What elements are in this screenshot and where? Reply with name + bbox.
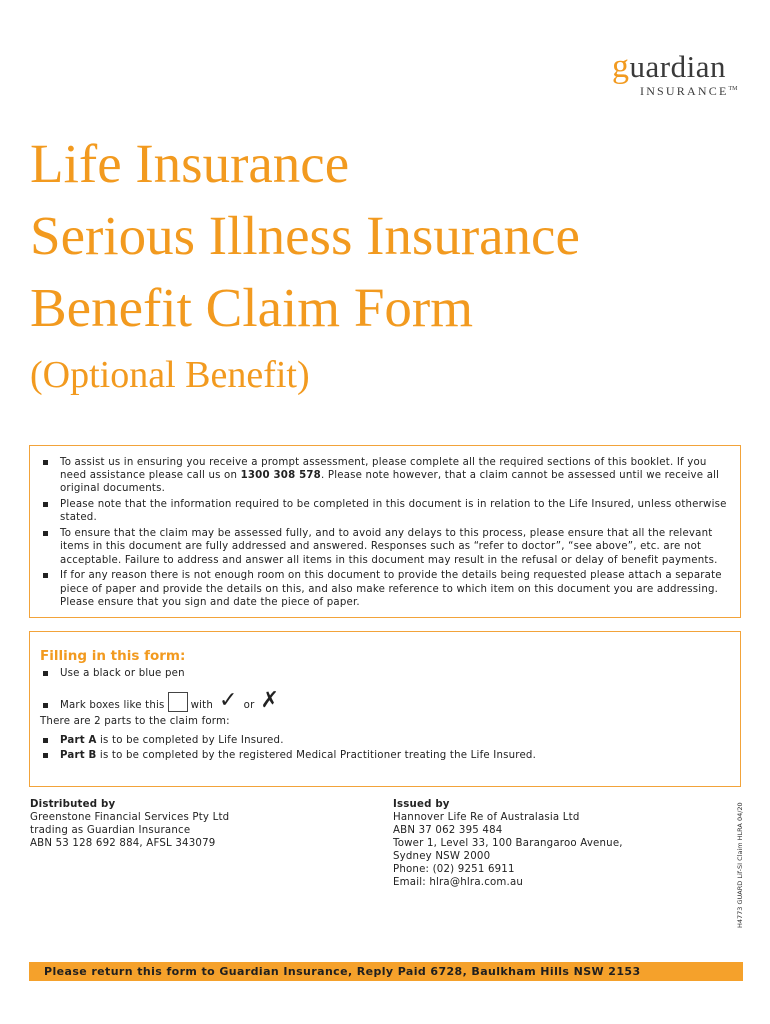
instructions-box xyxy=(29,445,741,618)
bullet-icon xyxy=(43,460,48,465)
issued-line: ABN 37 062 395 484 xyxy=(393,825,503,836)
instruction-item: If for any reason there is not enough room on this document to provide the details being requested please attach a separate piece of paper and provide the details on this, and also make reference to which item on this document you are addressing. Please ensure that you sign and date the piece of paper. xyxy=(40,569,730,609)
logo-subtitle: INSURANCE™ xyxy=(640,84,738,98)
parts-list xyxy=(40,734,730,762)
title-line-2: Serious Illness Insurance xyxy=(30,205,580,266)
parts-intro: There are 2 parts to the claim form: xyxy=(40,716,230,728)
document-code: H4773 GUARD Lif-SI Claim HLRA 04/20 xyxy=(736,802,744,928)
bullet-icon xyxy=(43,703,48,708)
page-subtitle: (Optional Benefit) xyxy=(30,354,310,396)
bullet-icon xyxy=(43,671,48,676)
guardian-logo xyxy=(612,50,744,102)
title-line-3: Benefit Claim Form xyxy=(30,277,474,338)
issued-line: Tower 1, Level 33, 100 Barangaroo Avenue, xyxy=(393,838,623,849)
mark-instruction: Mark boxes like this with ✓ or ✗ xyxy=(40,682,730,712)
bullet-icon xyxy=(43,531,48,536)
bullet-icon xyxy=(43,573,48,578)
instruction-item: To ensure that the claim may be assessed fully, and to avoid any delays to this process, please ensure that all the relevant items in this document are fully addressed and answered. Responses such as “refer to doctor”, “see above”, etc. are not acceptable. Failure to address and answer all items in this document may result in the refusal or delay of benefit payments. xyxy=(40,527,730,567)
issued-by-block xyxy=(393,798,693,889)
pen-instruction: Use a black or blue pen xyxy=(40,667,730,680)
instructions-list xyxy=(40,456,730,609)
bullet-icon xyxy=(43,502,48,507)
logo-wordmark: guardian xyxy=(612,48,726,85)
distributed-line: trading as Guardian Insurance xyxy=(30,825,191,836)
distributed-by-block xyxy=(30,798,330,850)
page-title xyxy=(30,128,580,344)
part-b-item: Part B is to be completed by the registered Medical Practitioner treating the Life Insured. xyxy=(40,749,730,762)
distributed-line: ABN 53 128 692 884, AFSL 343079 xyxy=(30,838,216,849)
bullet-icon xyxy=(43,738,48,743)
instruction-item: To assist us in ensuring you receive a prompt assessment, please complete all the required sections of this booklet. If you need assistance please call us on 1300 308 578. Please note however, that a claim cannot be assessed until we receive all original documents. xyxy=(40,456,730,496)
filling-title: Filling in this form: xyxy=(40,648,186,664)
logo-word-rest: uardian xyxy=(629,49,726,84)
issued-line: Email: hlra@hlra.com.au xyxy=(393,877,524,888)
issued-heading: Issued by xyxy=(393,799,450,810)
tick-icon: ✓ xyxy=(219,688,238,714)
phone-number: 1300 308 578 xyxy=(240,470,321,482)
issued-line: Sydney NSW 2000 xyxy=(393,851,491,862)
bullet-icon xyxy=(43,753,48,758)
return-address-banner: Please return this form to Guardian Insurance, Reply Paid 6728, Baulkham Hills NSW 2153 xyxy=(29,962,743,981)
issued-line: Phone: (02) 9251 6911 xyxy=(393,864,515,875)
issued-line: Hannover Life Re of Australasia Ltd xyxy=(393,812,580,823)
distributed-heading: Distributed by xyxy=(30,799,116,810)
filling-instructions-box xyxy=(29,631,741,787)
part-a-item: Part A is to be completed by Life Insured. xyxy=(40,734,730,747)
example-checkbox xyxy=(168,692,188,712)
instruction-item: Please note that the information required to be completed in this document is in relation to the Life Insured, unless otherwise stated. xyxy=(40,498,730,524)
distributed-line: Greenstone Financial Services Pty Ltd xyxy=(30,812,230,823)
filling-list xyxy=(40,667,730,712)
cross-icon: ✗ xyxy=(260,688,280,714)
title-line-1: Life Insurance xyxy=(30,133,350,194)
